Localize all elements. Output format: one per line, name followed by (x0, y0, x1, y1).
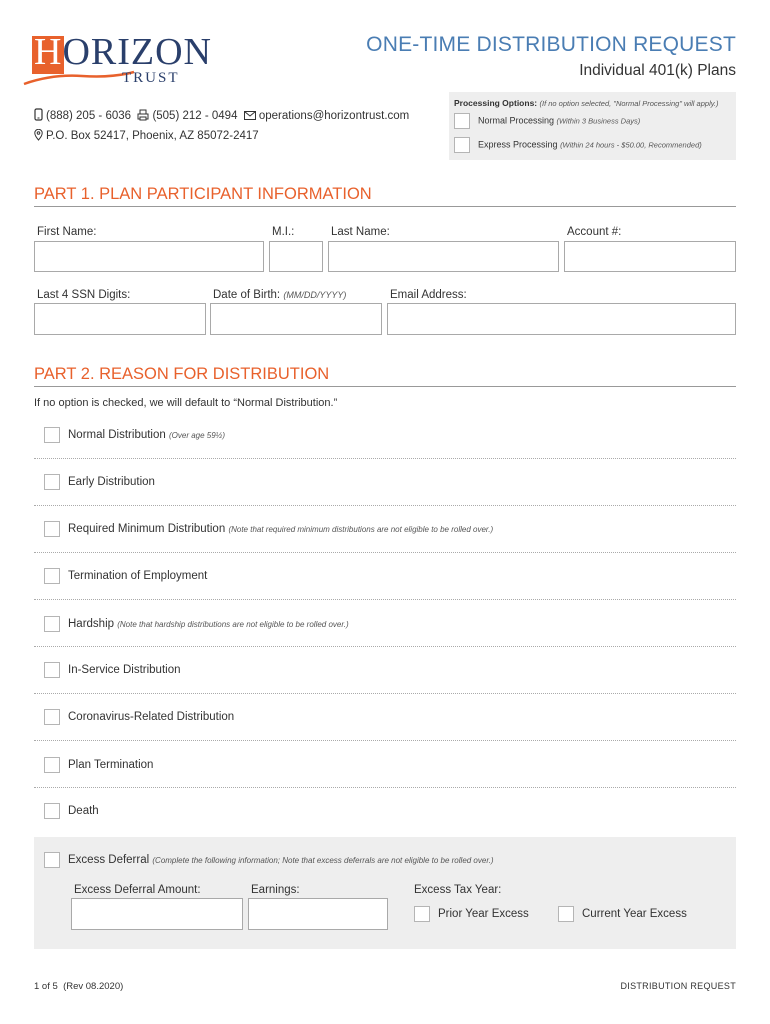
contact-line (34, 108, 409, 122)
mi-field[interactable] (269, 241, 323, 272)
mailing-address: P.O. Box 52417, Phoenix, AZ 85072-2417 (46, 130, 259, 142)
logo-letter-h: H (34, 31, 63, 73)
reason-option-excess-deferral[interactable] (44, 852, 494, 868)
row-divider (34, 693, 736, 694)
part2-intro: If no option is checked, we will default to “Normal Distribution.” (34, 397, 338, 409)
express-processing-option[interactable] (454, 137, 702, 153)
account-label: Account #: (567, 226, 622, 238)
email-field[interactable] (387, 303, 736, 335)
email-address[interactable]: operations@horizontrust.com (258, 110, 410, 122)
current-year-excess-option[interactable] (558, 906, 687, 922)
first-name-label: First Name: (37, 226, 97, 238)
horizon-trust-logo (24, 32, 234, 92)
earnings-label: Earnings: (251, 884, 300, 896)
phone-icon (34, 108, 43, 121)
ssn-label: Last 4 SSN Digits: (37, 289, 131, 301)
reason-checkbox[interactable] (44, 662, 60, 678)
page-number: 1 of 5 (34, 981, 58, 992)
express-processing-label: Express Processing (478, 139, 558, 150)
email-icon (244, 111, 256, 121)
row-divider (34, 646, 736, 647)
reason-option-coronavirus[interactable] (44, 709, 234, 725)
reason-option-termination-employment[interactable] (44, 568, 207, 584)
phone-number: (888) 205 - 6036 (46, 110, 132, 122)
excess-deferral-label: Excess Deferral (68, 854, 150, 867)
email-label: Email Address: (390, 289, 467, 301)
reason-label: In-Service Distribution (68, 664, 181, 677)
prior-year-excess-option[interactable] (414, 906, 529, 922)
reason-note: (Note that required minimum distributions are not eligible to be rolled over.) (228, 525, 494, 535)
logo-letters-rest: ORIZON (62, 31, 212, 73)
revision-label: (Rev 08.2020) (63, 981, 124, 992)
address-line (34, 129, 259, 142)
reason-checkbox[interactable] (44, 709, 60, 725)
row-divider (34, 458, 736, 459)
dob-label-text: Date of Birth: (213, 289, 281, 301)
normal-processing-option[interactable] (454, 113, 640, 129)
processing-heading-note: (If no option selected, "Normal Processing" will apply.) (539, 99, 719, 108)
reason-label: Coronavirus-Related Distribution (68, 711, 235, 724)
earnings-field[interactable] (248, 898, 388, 930)
reason-label: Hardship (68, 618, 115, 631)
reason-note: (Note that hardship distributions are not eligible to be rolled over.) (117, 620, 349, 630)
ssn-field[interactable] (34, 303, 206, 335)
processing-options-heading (454, 98, 719, 108)
reason-note: (Over age 59½) (168, 431, 226, 441)
part2-heading: PART 2. REASON FOR DISTRIBUTION (34, 365, 330, 383)
reason-checkbox[interactable] (44, 427, 60, 443)
mi-label: M.I.: (272, 226, 295, 238)
processing-heading-label: Processing Options: (454, 98, 538, 108)
logo-subtext: TRUST (122, 70, 180, 86)
fax-number: (505) 212 - 0494 (152, 110, 238, 122)
reason-label: Required Minimum Distribution (68, 523, 226, 536)
first-name-field[interactable] (34, 241, 264, 272)
reason-label: Plan Termination (68, 759, 154, 772)
account-field[interactable] (564, 241, 736, 272)
reason-checkbox[interactable] (44, 568, 60, 584)
last-name-label: Last Name: (331, 226, 390, 238)
dob-label (213, 289, 346, 301)
express-processing-note: (Within 24 hours - $50.00, Recommended) (560, 140, 702, 150)
fax-icon (137, 109, 149, 121)
excess-deferral-checkbox[interactable] (44, 852, 60, 868)
prior-year-excess-label: Prior Year Excess (438, 908, 529, 921)
current-year-excess-checkbox[interactable] (558, 906, 574, 922)
express-processing-checkbox[interactable] (454, 137, 470, 153)
reason-option-rmd[interactable] (44, 521, 493, 537)
reason-option-hardship[interactable] (44, 616, 349, 632)
location-pin-icon (34, 129, 43, 141)
reason-option-in-service[interactable] (44, 662, 180, 678)
excess-deferral-panel (34, 837, 736, 949)
row-divider (34, 787, 736, 788)
document-subtitle: Individual 401(k) Plans (579, 62, 736, 79)
dob-format-note: (MM/DD/YYYY) (283, 290, 347, 300)
prior-year-excess-checkbox[interactable] (414, 906, 430, 922)
reason-checkbox[interactable] (44, 757, 60, 773)
row-divider (34, 552, 736, 553)
document-title: ONE-TIME DISTRIBUTION REQUEST (366, 33, 736, 56)
processing-options-panel (449, 92, 736, 160)
reason-checkbox[interactable] (44, 616, 60, 632)
row-divider (34, 505, 736, 506)
reason-label: Early Distribution (68, 476, 155, 489)
reason-checkbox[interactable] (44, 803, 60, 819)
reason-label: Termination of Employment (68, 570, 208, 583)
current-year-excess-label: Current Year Excess (582, 908, 687, 921)
reason-option-early[interactable] (44, 474, 155, 490)
dob-field[interactable] (210, 303, 382, 335)
excess-tax-year-label: Excess Tax Year: (414, 884, 502, 896)
excess-amount-field[interactable] (71, 898, 243, 930)
part1-divider (34, 206, 736, 207)
reason-option-plan-termination[interactable] (44, 757, 153, 773)
normal-processing-label: Normal Processing (478, 115, 555, 126)
footer-form-name: DISTRIBUTION REQUEST (620, 981, 736, 991)
reason-checkbox[interactable] (44, 474, 60, 490)
reason-label: Normal Distribution (68, 429, 166, 442)
reason-option-normal[interactable] (44, 427, 225, 443)
row-divider (34, 740, 736, 741)
reason-option-death[interactable] (44, 803, 99, 819)
excess-amount-label: Excess Deferral Amount: (74, 884, 201, 896)
row-divider (34, 599, 736, 600)
reason-checkbox[interactable] (44, 521, 60, 537)
normal-processing-note: (Within 3 Business Days) (556, 116, 641, 126)
page-info (34, 981, 123, 992)
normal-processing-checkbox[interactable] (454, 113, 470, 129)
part1-heading: PART 1. PLAN PARTICIPANT INFORMATION (34, 185, 372, 203)
excess-deferral-note: (Complete the following information; Note that excess deferrals are not eligible to be rolled over.) (152, 856, 494, 866)
part2-divider (34, 386, 736, 387)
last-name-field[interactable] (328, 241, 559, 272)
reason-label: Death (68, 805, 99, 818)
